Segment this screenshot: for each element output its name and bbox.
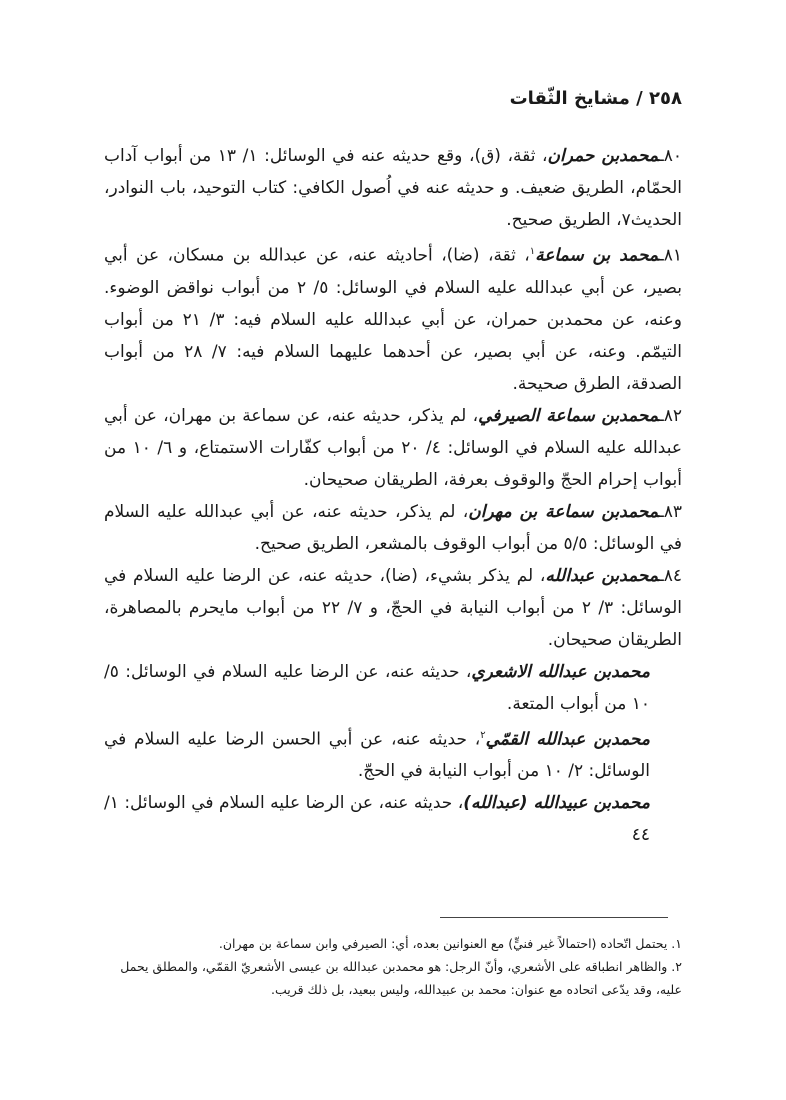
narrator-name: محمدبن حمران [547, 146, 659, 166]
narrator-name: محمد بن سماعة [535, 245, 659, 266]
narrator-name: محمدبن عبدالله الاشعري [471, 661, 650, 682]
footnote-1: ١. يحتمل اتّحاده (احتمالاً غير فنيٍّ) مع العنوانين بعده، أي: الصيرفي وابن سماعة بن مهران. [218, 936, 682, 951]
footnote-2: ٢. والظاهر انطباقه على الأشعري، وأنّ الرجل: هو محمدبن عبدالله بن عيسى الأشعريّ القمّي، والمطلق يحمل عليه، وقد يدّعى اتحاده مع عنوان: محمد بن عبيدالله، وليس ببعيد، بل ذلك قريب. [120, 959, 682, 997]
entry-82 [104, 400, 682, 496]
entry-text: ، لم يذكر، حديثه عنه، عن سماعة بن مهران، عن أبي عبدالله عليه السلام في الوسائل: ٤/ ٢٠ من أبواب كفّارات الاستمتاع، و ٦/ ١٠ من أبواب إحرام الحجّ والوقوف بعرفة، الطريقان صحيحان. [104, 405, 682, 490]
entry-83 [104, 496, 682, 560]
page-header [104, 88, 682, 109]
narrator-name: محمدبن عبيدالله (عبدالله) [463, 793, 650, 814]
header-separator: / [636, 88, 643, 109]
narrator-name: محمدبن سماعة الصيرفي [478, 405, 659, 426]
entry-text: ، لم يذكر، حديثه عنه، عن أبي عبدالله عليه السلام في الوسائل: ٥/٥ من أبواب الوقوف بالمشعر، الطريق صحيح. [104, 501, 682, 554]
sub-entry-qummi [104, 720, 682, 788]
sub-entry-ashari [104, 656, 682, 720]
running-title: مشايخ الثّقات [509, 88, 630, 109]
entry-text: ، حديثه عنه، عن الرضا عليه السلام في الوسائل: ١/ ٤٤ [104, 793, 650, 846]
entry-number: ٨١ـ [658, 245, 682, 266]
footnote-divider [440, 917, 668, 918]
entry-text: ، لم يذكر بشيء، (ضا)، حديثه عنه، عن الرضا عليه السلام في الوسائل: ٣/ ٢ من أبواب النيابة في الحجّ، و ٧/ ٢٢ من أبواب مايحرم بالمصاهرة، الطريقان صحيحان. [104, 565, 682, 650]
entry-84 [104, 560, 682, 656]
narrator-name: محمدبن عبدالله القمّي [485, 729, 650, 750]
footnote-ref: ٢ [480, 729, 486, 741]
narrator-name: محمدبن عبدالله [545, 565, 659, 586]
page-number: ٢٥٨ [649, 88, 682, 109]
entry-80 [104, 140, 682, 236]
entry-text: ، حديثه عنه، عن الرضا عليه السلام في الوسائل: ٥/ ١٠ من أبواب المتعة. [104, 661, 650, 714]
page-body [104, 140, 682, 851]
entry-81 [104, 236, 682, 400]
entry-number: ٨٣ـ [658, 501, 682, 522]
entry-text: ، ثقة، (ق)، وقع حديثه عنه في الوسائل: ١/ ١٣ من أبواب آداب الحمّام، الطريق ضعيف. و حديثه عنه في اُصول الكافي: كتاب التوحيد، باب النوادر، الحديث٧، الطريق صحيح. [104, 146, 682, 230]
entry-number: ٨٢ـ [658, 405, 682, 426]
entry-number: ٨٠ـ [658, 146, 682, 166]
entry-text: ، حديثه عنه، عن أبي الحسن الرضا عليه السلام في الوسائل: ٢/ ١٠ من أبواب النيابة في الحجّ. [104, 729, 650, 782]
entry-number: ٨٤ـ [658, 565, 682, 586]
sub-entry-ubaydullah [104, 787, 682, 851]
narrator-name: محمدبن سماعة بن مهران [468, 501, 659, 522]
footnotes [104, 932, 682, 1001]
entry-text: ، ثقة، (ضا)، أحاديثه عنه، عن عبدالله بن مسكان، عن أبي بصير، عن أبي عبدالله عليه السلام في الوسائل: ٥/ ٢ من أبواب نواقض الوضوء. وعنه، عن محمدبن حمران، عن أبي عبدالله عليه السلام فيه: ٣/ ٢١ من أبواب التيمّم. وعنه، عن أبي بصير، عن أحدهما عليهما السلام فيه: ٧/ ٢٨ من أبواب الصدقة، الطرق صحيحة. [104, 245, 682, 394]
footnote-ref: ١ [529, 246, 536, 257]
